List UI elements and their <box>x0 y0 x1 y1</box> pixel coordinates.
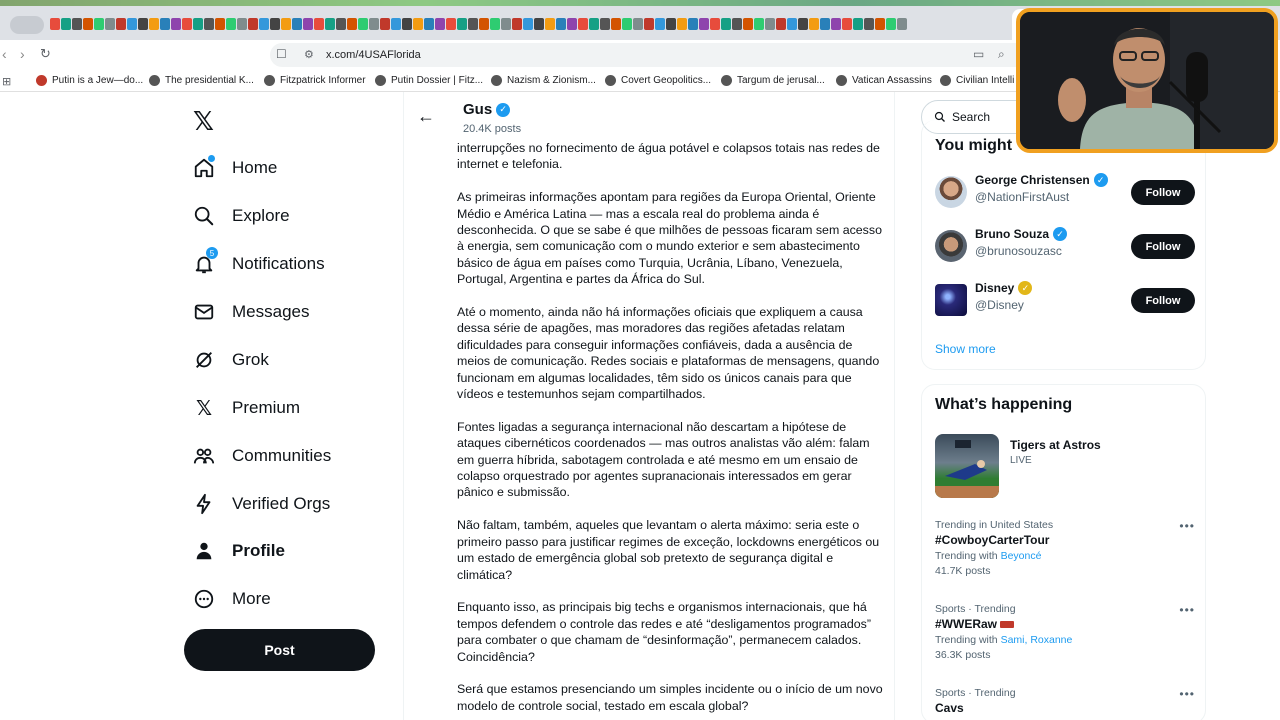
bookmark-item[interactable]: Targum de jerusal... <box>721 75 825 86</box>
nav-label: Notifications <box>232 254 325 273</box>
whats-happening-title: What’s happening <box>935 396 1073 413</box>
pinned-tab-favicon-icon[interactable] <box>589 18 599 30</box>
pinned-tab-favicon-icon[interactable] <box>424 18 434 30</box>
unread-dot <box>208 155 215 162</box>
article-paragraph: Será que estamos presenciando um simples incidente ou o início de um novo modelo de controle social, testado em escala global? <box>457 682 883 713</box>
nav-item-premium[interactable] <box>193 395 300 421</box>
bookmark-item[interactable]: The presidential K... <box>149 75 254 86</box>
pinned-tab-favicon-icon[interactable] <box>831 18 841 30</box>
pinned-tab-favicon-icon[interactable] <box>50 18 60 30</box>
pinned-tab-favicon-icon[interactable] <box>721 18 731 30</box>
globe-icon <box>491 75 502 86</box>
trend-with-link[interactable]: Beyoncé <box>1000 550 1042 562</box>
trend-count: 41.7K posts <box>935 565 991 577</box>
pinned-tab-favicon-icon[interactable] <box>402 18 412 30</box>
pinned-tab-favicon-icon[interactable] <box>578 18 588 30</box>
pinned-tabs[interactable] <box>50 18 907 30</box>
grok-icon <box>193 349 215 371</box>
pinned-tab-favicon-icon[interactable] <box>105 18 115 30</box>
pinned-tab-favicon-icon[interactable] <box>655 18 665 30</box>
trend-meta: Trending in United States <box>935 519 1054 531</box>
follow-suggestion[interactable] <box>935 226 1195 266</box>
article-paragraph: Até o momento, ainda não há informações oficiais que expliquem a causa dessa série de apagões, mas moradores das regiões afetadas relatam dificuldades para conseguir informações confiáveis, dada a ausência de meios de comunicação. Redes sociais e plataformas de mensagens, quando funcionam em algumas localidades, têm sido os únicos canais para que vídeos e testemunhos sejam compartilhados. <box>457 305 880 402</box>
pinned-tab-favicon-icon[interactable] <box>248 18 258 30</box>
pinned-tab-favicon-icon[interactable] <box>798 18 808 30</box>
pinned-tab-favicon-icon[interactable] <box>435 18 445 30</box>
site-info-icon[interactable]: ⚙ <box>304 49 314 61</box>
trend-item[interactable] <box>935 519 1195 577</box>
pinned-tab-favicon-icon[interactable] <box>710 18 720 30</box>
pinned-tab-favicon-icon[interactable] <box>501 18 511 30</box>
trend-topic: #WWERaw <box>935 617 1195 631</box>
envelope-icon <box>193 301 215 323</box>
pinned-tab-favicon-icon[interactable] <box>116 18 126 30</box>
pinned-tab-favicon-icon[interactable] <box>193 18 203 30</box>
article-paragraph: As primeiras informações apontam para regiões da Europa Oriental, Oriente Médio e América Latina — mas a escala real do problema ainda é desconhecida. O que se sabe é que milhões de pessoas ficaram sem acesso à energia, sem comunicação com o mundo exterior e sem abastecimento básico de água em países como Turquia, Ucrânia, Líbano, Venezuela, Portugal, Argentina e partes da África do Sul. <box>457 190 882 287</box>
pinned-tab-favicon-icon[interactable] <box>204 18 214 30</box>
baseball-thumbnail <box>935 434 999 498</box>
tab-search-button[interactable] <box>10 16 44 34</box>
pinned-tab-favicon-icon[interactable] <box>281 18 291 30</box>
suggestion-name: Bruno Souza ✓ <box>975 227 1067 241</box>
pinned-tab-favicon-icon[interactable] <box>567 18 577 30</box>
presenter-video <box>1020 12 1274 149</box>
pinned-tab-favicon-icon[interactable] <box>127 18 137 30</box>
verified-badge-icon: ✓ <box>1094 173 1108 187</box>
pinned-tab-favicon-icon[interactable] <box>215 18 225 30</box>
apps-grid-icon[interactable]: ⊞ <box>2 76 12 88</box>
pinned-tab-favicon-icon[interactable] <box>732 18 742 30</box>
pinned-tab-favicon-icon[interactable] <box>413 18 423 30</box>
pinned-tab-favicon-icon[interactable] <box>468 18 478 30</box>
follow-button[interactable]: Follow <box>1131 180 1195 205</box>
pinned-tab-favicon-icon[interactable] <box>622 18 632 30</box>
pinned-tab-favicon-icon[interactable] <box>369 18 379 30</box>
pinned-tab-favicon-icon[interactable] <box>787 18 797 30</box>
nav-label: More <box>232 589 271 608</box>
verified-badge-icon: ✓ <box>1053 227 1067 241</box>
live-status: LIVE <box>1010 455 1032 466</box>
nav-item-home[interactable] <box>193 155 277 181</box>
x-logo-icon: 𝕏 <box>195 396 213 420</box>
nav-label: Premium <box>232 398 301 417</box>
trend-item[interactable] <box>935 687 1195 715</box>
nav-label: Explore <box>232 206 290 225</box>
verified-gold-badge-icon: ✓ <box>1018 281 1032 295</box>
bookmark-item[interactable]: Civilian Intelli <box>940 75 1014 86</box>
nav-item-communities[interactable] <box>193 443 331 469</box>
verified-badge-icon: ✓ <box>496 103 510 117</box>
pinned-tab-favicon-icon[interactable] <box>380 18 390 30</box>
bookmark-item[interactable]: Fitzpatrick Informer <box>264 75 366 86</box>
pinned-tab-favicon-icon[interactable] <box>820 18 830 30</box>
window-accent-bar <box>0 0 1280 6</box>
trend-with: Trending with Sami, Roxanne <box>935 634 1073 646</box>
nav-item-grok[interactable] <box>193 347 269 373</box>
follow-suggestion[interactable] <box>935 172 1195 212</box>
pinned-tab-favicon-icon[interactable] <box>347 18 357 30</box>
globe-icon <box>149 75 160 86</box>
pinned-tab-favicon-icon[interactable] <box>864 18 874 30</box>
suggestion-name: George Christensen ✓ <box>975 173 1108 187</box>
more-circle-icon <box>193 588 215 610</box>
suggestion-handle: @NationFirstAust <box>975 190 1070 204</box>
suggestion-name: Disney ✓ <box>975 281 1032 295</box>
bookmark-item[interactable]: Nazism & Zionism... <box>491 75 596 86</box>
pinned-tab-favicon-icon[interactable] <box>853 18 863 30</box>
nav-label: Profile <box>232 541 285 560</box>
trend-meta: Sports · Trending <box>935 603 1016 615</box>
pinned-tab-favicon-icon[interactable] <box>226 18 236 30</box>
pinned-tab-favicon-icon[interactable] <box>160 18 170 30</box>
home-icon <box>193 157 215 179</box>
trend-with: Trending with Beyoncé <box>935 550 1042 562</box>
article-body <box>457 140 885 720</box>
pinned-tab-favicon-icon[interactable] <box>776 18 786 30</box>
more-options-icon[interactable]: ••• <box>1179 687 1195 701</box>
pinned-tab-favicon-icon[interactable] <box>677 18 687 30</box>
trend-count: 36.3K posts <box>935 649 991 661</box>
disney-logo-icon <box>935 284 967 316</box>
pinned-tab-favicon-icon[interactable] <box>391 18 401 30</box>
article-paragraph: Não faltam, também, aqueles que levantam o alerta máximo: seria este o primeiro passo para justificar regimes de exceção, lockdowns energéticos ou um estado de emergência global sob pretexto de segurança digital e climática? <box>457 518 880 582</box>
webcam-overlay <box>1016 8 1278 153</box>
pinned-tab-favicon-icon[interactable] <box>633 18 643 30</box>
follow-button[interactable]: Follow <box>1131 288 1195 313</box>
profile-name: Gus ✓ <box>463 101 510 118</box>
pinned-tab-favicon-icon[interactable] <box>897 18 907 30</box>
pinned-tab-favicon-icon[interactable] <box>182 18 192 30</box>
suggestion-handle: @Disney <box>975 298 1024 312</box>
nav-label: Home <box>232 158 278 177</box>
nav-item-profile[interactable] <box>193 538 285 564</box>
pinned-tab-favicon-icon[interactable] <box>512 18 522 30</box>
pinned-tab-favicon-icon[interactable] <box>545 18 555 30</box>
globe-icon <box>836 75 847 86</box>
post-button[interactable]: Post <box>184 629 375 671</box>
pinned-tab-favicon-icon[interactable] <box>743 18 753 30</box>
live-event-card[interactable] <box>935 434 1195 498</box>
avatar <box>935 230 967 262</box>
pinned-tab-favicon-icon[interactable] <box>303 18 313 30</box>
trend-meta: Sports · Trending <box>935 687 1016 699</box>
nav-item-messages[interactable] <box>193 299 309 325</box>
pinned-tab-favicon-icon[interactable] <box>61 18 71 30</box>
notification-count-badge: 5 <box>206 247 218 259</box>
follow-suggestion[interactable] <box>935 280 1195 320</box>
pinned-tab-favicon-icon[interactable] <box>358 18 368 30</box>
pinned-tab-favicon-icon[interactable] <box>699 18 709 30</box>
trend-with-link[interactable]: Sami, Roxanne <box>1000 634 1073 646</box>
live-event-title: Tigers at Astros <box>1010 438 1101 452</box>
lightning-icon <box>193 493 215 515</box>
trend-item[interactable] <box>935 603 1195 661</box>
nav-item-verified-orgs[interactable] <box>193 491 330 517</box>
bookmark-item[interactable]: Vatican Assassins <box>836 75 932 86</box>
more-options-icon[interactable]: ••• <box>1179 519 1195 533</box>
nav-label: Communities <box>232 446 332 465</box>
pinned-tab-favicon-icon[interactable] <box>534 18 544 30</box>
pinned-tab-favicon-icon[interactable] <box>83 18 93 30</box>
x-logo-icon[interactable]: 𝕏 <box>193 107 214 137</box>
pinned-tab-favicon-icon[interactable] <box>138 18 148 30</box>
pinned-tab-favicon-icon[interactable] <box>556 18 566 30</box>
pinned-tab-favicon-icon[interactable] <box>666 18 676 30</box>
nav-item-notifications[interactable] <box>193 248 325 277</box>
pinned-tab-favicon-icon[interactable] <box>457 18 467 30</box>
pinned-tab-favicon-icon[interactable] <box>688 18 698 30</box>
nav-label: Verified Orgs <box>232 494 331 513</box>
zoom-icon[interactable]: ⌕ <box>998 47 1005 61</box>
who-to-follow-title: You might <box>935 137 1013 154</box>
pinned-tab-favicon-icon[interactable] <box>292 18 302 30</box>
reload-icon[interactable]: ↻ <box>40 46 51 61</box>
follow-button[interactable]: Follow <box>1131 234 1195 259</box>
avatar <box>935 176 967 208</box>
nav-item-explore[interactable] <box>193 203 290 229</box>
pinned-tab-favicon-icon[interactable] <box>314 18 324 30</box>
nav-label: Messages <box>232 302 310 321</box>
pinned-tab-favicon-icon[interactable] <box>94 18 104 30</box>
people-icon <box>193 445 215 467</box>
pinned-tab-favicon-icon[interactable] <box>171 18 181 30</box>
pinned-tab-favicon-icon[interactable] <box>490 18 500 30</box>
pinned-tab-favicon-icon[interactable] <box>479 18 489 30</box>
globe-icon <box>605 75 616 86</box>
trend-topic: #CowboyCarterTour <box>935 533 1050 547</box>
globe-icon <box>721 75 732 86</box>
globe-icon <box>264 75 275 86</box>
globe-icon <box>375 75 386 86</box>
pinned-tab-favicon-icon[interactable] <box>72 18 82 30</box>
bookmark-favicon-icon <box>36 75 47 86</box>
pinned-tab-favicon-icon[interactable] <box>886 18 896 30</box>
pinned-tab-favicon-icon[interactable] <box>270 18 280 30</box>
forward-icon[interactable]: › <box>20 46 25 62</box>
show-more-link[interactable]: Show more <box>935 342 996 356</box>
nav-label: Grok <box>232 350 269 369</box>
pinned-tab-favicon-icon[interactable] <box>765 18 775 30</box>
wwe-raw-logo-icon <box>1000 621 1014 628</box>
nav-item-more[interactable] <box>193 586 271 612</box>
pinned-tab-favicon-icon[interactable] <box>149 18 159 30</box>
search-placeholder: Search <box>952 110 991 124</box>
back-arrow-icon[interactable]: ← <box>417 106 435 126</box>
pinned-tab-favicon-icon[interactable] <box>325 18 335 30</box>
bell-icon <box>193 248 215 275</box>
pinned-tab-favicon-icon[interactable] <box>336 18 346 30</box>
pinned-tab-favicon-icon[interactable] <box>644 18 654 30</box>
search-icon <box>193 205 215 227</box>
trend-topic: Cavs <box>935 701 964 715</box>
bookmark-item[interactable]: Putin is a Jew—do... <box>36 75 143 86</box>
cast-icon[interactable]: ▭ <box>973 47 985 61</box>
person-icon <box>193 540 215 562</box>
bookmark-icon[interactable]: ☐ <box>276 47 287 61</box>
pinned-tab-favicon-icon[interactable] <box>600 18 610 30</box>
pinned-tab-favicon-icon[interactable] <box>523 18 533 30</box>
profile-post-count: 20.4K posts <box>463 123 522 135</box>
suggestion-handle: @brunosouzasc <box>975 244 1062 258</box>
more-options-icon[interactable]: ••• <box>1179 603 1195 617</box>
article-paragraph: interrupções no fornecimento de água potável e colapsos totais nas redes de internet e telefonia. <box>457 141 880 172</box>
article-paragraph: Fontes ligadas a segurança internacional não descartam a hipótese de ataques cibernéticos coordenados — mas outros analistas vão além: falam em guerra híbrida, sabotagem controlada e até mesmo em um ensaio de colapso orquestrado por agentes supranacionais interessados em gerar pânico e submissão. <box>457 419 870 500</box>
bookmark-item[interactable]: Covert Geopolitics... <box>605 75 711 86</box>
bookmark-item[interactable]: Putin Dossier | Fitz... <box>375 75 483 86</box>
pinned-tab-favicon-icon[interactable] <box>754 18 764 30</box>
back-icon[interactable]: ‹ <box>2 46 7 62</box>
pinned-tab-favicon-icon[interactable] <box>842 18 852 30</box>
pinned-tab-favicon-icon[interactable] <box>237 18 247 30</box>
pinned-tab-favicon-icon[interactable] <box>259 18 269 30</box>
globe-icon <box>940 75 951 86</box>
pinned-tab-favicon-icon[interactable] <box>809 18 819 30</box>
pinned-tab-favicon-icon[interactable] <box>446 18 456 30</box>
url-text[interactable]: x.com/4USAFlorida <box>326 49 421 61</box>
pinned-tab-favicon-icon[interactable] <box>875 18 885 30</box>
article-paragraph: Enquanto isso, as principais big techs e organismos internacionais, que há tempos defendem o controle das redes e até “desligamentos programados” para combater o que chamam de “desinformação”, permanecem calados. Coincidência? <box>457 600 871 664</box>
pinned-tab-favicon-icon[interactable] <box>611 18 621 30</box>
